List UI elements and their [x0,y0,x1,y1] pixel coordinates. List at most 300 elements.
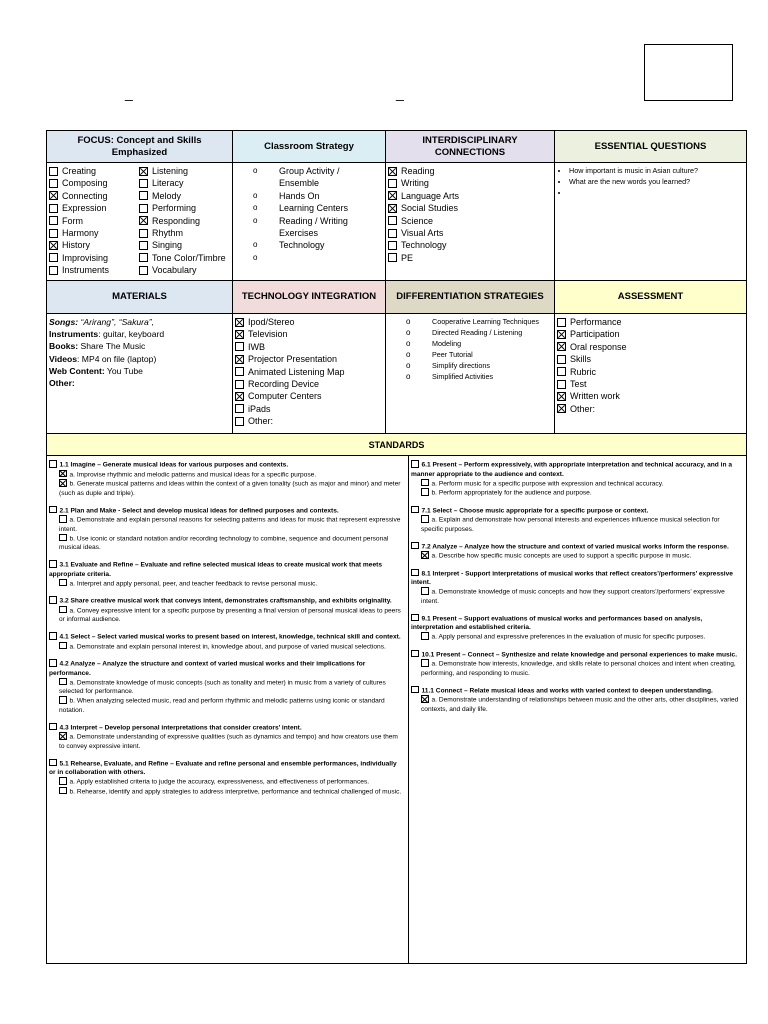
standard-title-text: 5.1 Rehearse, Evaluate, and Refine – Evaluate and refine personal and ensemble performances, individually or in collaboration with others. [49,760,397,776]
checkbox-unchecked[interactable] [139,241,148,250]
standard-sub-item [411,515,742,534]
assessment-item [557,366,746,378]
assessment-item [557,353,746,365]
materials-videos: Videos: MP4 on file (laptop) [49,353,157,364]
standard-block [411,542,742,561]
interdisciplinary-label: Language Arts [401,190,460,201]
assessment-label: Skills [570,354,592,365]
differentiation-cell [386,314,555,434]
standard-title [411,506,742,516]
focus-header: FOCUS: Concept and Skills Emphasized [46,130,233,163]
standard-title [49,560,404,579]
checkbox-checked[interactable] [235,318,244,327]
focus-left-item [49,215,137,227]
focus-cell [46,163,233,281]
standard-sub-item [411,551,742,561]
sub-checkbox-checked[interactable] [59,470,67,478]
standards-left-column [47,456,409,963]
materials-other: Other: [49,378,75,389]
assessment-item [557,403,746,415]
checkbox-unchecked[interactable] [557,355,566,364]
sub-checkbox-unchecked[interactable] [59,777,67,785]
checkbox-unchecked[interactable] [139,191,148,200]
strategies-item: o Group Activity / [253,165,385,177]
standard-title [411,686,742,696]
standard-sub-text: a. Perform music for a specific purpose with expression and technical accuracy. [431,480,664,487]
checkbox-unchecked[interactable] [139,253,148,262]
assessment-label: Other: [570,403,596,414]
technology-label: Recording Device [248,378,320,389]
focus-left-label: Harmony [62,227,99,238]
sub-checkbox-unchecked[interactable] [421,659,429,667]
focus-right-label: Singing [152,240,183,251]
standard-checkbox-unchecked[interactable] [411,686,419,694]
checkbox-unchecked[interactable] [49,204,58,213]
blank-line-2: _ [396,85,404,101]
standard-sub-item [411,587,742,606]
essential-item: • How important is music in Asian culture? [569,165,746,176]
strategies-item: o Hands On [253,190,385,202]
interdisciplinary-item [388,252,554,264]
focus-right-label: Vocabulary [152,265,197,276]
focus-left-item [49,227,137,239]
sub-checkbox-unchecked[interactable] [421,515,429,523]
focus-left-label: Form [62,215,83,226]
assessment-label: Rubric [570,366,597,377]
interdisciplinary-cell [386,163,555,281]
essential-item: • What are the new words you learned? [569,176,746,187]
blank-line-1: _ [125,85,133,101]
technology-label: IWB [248,341,265,352]
standard-title [411,650,742,660]
checkbox-unchecked[interactable] [49,179,58,188]
technology-list [233,316,385,428]
technology-item [235,353,385,365]
standard-title-text: 11.1 Connect – Relate musical ideas and works with varied context to deepen understanding. [421,687,713,694]
standard-title [411,614,742,633]
focus-right-item [139,252,227,264]
technology-item [235,378,385,390]
materials-books: Books: Share The Music [49,341,146,352]
checkbox-unchecked[interactable] [139,204,148,213]
name-box[interactable] [644,44,733,101]
sub-checkbox-unchecked[interactable] [59,534,67,542]
checkbox-unchecked[interactable] [388,241,397,250]
sub-checkbox-checked[interactable] [421,695,429,703]
technology-label: Projector Presentation [248,354,338,365]
technology-label: iPads [248,403,271,414]
focus-right-label: Literacy [152,178,184,189]
standard-title-text: 2.1 Plan and Make - Select and develop musical ideas for defined purposes and contexts. [59,507,339,514]
standard-sub-text: b. Generate musical patterns and ideas within the context of a given tonality (such as major and minor) and meter (such as duple and triple). [59,480,401,497]
interdisciplinary-item [388,239,554,251]
standard-block [49,560,404,588]
standard-sub-text: a. Demonstrate understanding of expressive qualities (such as dynamics and tempo) and how creators use them to convey expressive intent. [59,733,398,750]
strategies-item: o Reading / Writing [253,215,385,227]
standard-sub-item [411,695,742,714]
checkbox-unchecked[interactable] [49,253,58,262]
sub-checkbox-unchecked[interactable] [59,678,67,686]
standard-block [411,686,742,714]
technology-item [235,341,385,353]
technology-item [235,390,385,402]
focus-left-item [49,239,137,251]
strategy-cell [233,163,386,281]
technology-item [235,328,385,340]
standard-block [49,723,404,751]
checkbox-checked[interactable] [139,216,148,225]
materials-web-content: Web Content: You Tube [49,365,143,376]
standard-sub-text: a. Demonstrate knowledge of music concepts (such as tonality and meter) in music from a variety of cultures selected for performance. [59,679,386,695]
differentiation-item: o Modeling [406,338,554,349]
checkbox-unchecked[interactable] [557,367,566,376]
standard-title-text: 4.1 Select – Select varied musical works to present based on interest, knowledge, technical skill and context. [59,633,401,641]
checkbox-unchecked[interactable] [235,367,244,376]
standard-block [49,659,404,715]
interdisciplinary-label: Writing [401,178,429,189]
checkbox-checked[interactable] [49,241,58,250]
interdisciplinary-list [386,165,554,264]
focus-right-item [139,177,227,189]
focus-right-label: Tone Color/Timbre [152,252,226,263]
standard-checkbox-unchecked[interactable] [411,650,419,658]
interdisciplinary-label: Technology [401,240,447,251]
focus-left-item [49,177,137,189]
standard-checkbox-unchecked[interactable] [411,614,419,622]
interdisciplinary-item [388,165,554,177]
assessment-label: Participation [570,329,620,340]
standards-right-column [409,456,746,963]
standard-checkbox-unchecked[interactable] [49,506,57,514]
checkbox-unchecked[interactable] [388,253,397,262]
interdisciplinary-item [388,227,554,239]
standard-sub-text: a. Interpret and apply personal, peer, and teacher feedback to revise personal music. [69,580,318,587]
standard-sub-item [411,659,742,678]
checkbox-unchecked[interactable] [388,216,397,225]
checkbox-unchecked[interactable] [388,179,397,188]
strategies-item: o Learning Centers [253,202,385,214]
standard-sub-text: a. Demonstrate understanding of relationships between music and the other arts, other disciplines, varied contexts, and daily life. [421,696,739,713]
standard-checkbox-unchecked[interactable] [49,560,57,568]
focus-right-item [139,215,227,227]
materials-header: MATERIALS [46,281,233,314]
interdisciplinary-label: Reading [401,166,435,176]
standard-title [49,632,404,642]
standard-sub-item [49,777,404,787]
standard-title-text: 7.2 Analyze – Analyze how the structure and context of varied musical works inform the response. [421,543,729,550]
sub-checkbox-unchecked[interactable] [421,488,429,496]
differentiation-header: DIFFERENTIATION STRATEGIES [386,281,555,314]
checkbox-unchecked[interactable] [235,404,244,413]
standard-block [49,596,404,624]
standard-sub-text: a. Apply personal and expressive preferences in the evaluation of music for specific purposes. [431,633,706,641]
sub-checkbox-unchecked[interactable] [421,632,429,640]
standard-checkbox-unchecked[interactable] [411,542,419,550]
checkbox-unchecked[interactable] [49,216,58,225]
differentiation-item: o Simplified Activities [406,371,554,382]
standard-block [49,759,404,797]
lesson-plan-grid [46,130,747,964]
standard-title [411,460,742,479]
focus-left-item [49,264,137,276]
focus-right-item [139,202,227,214]
focus-left-item [49,252,137,264]
standard-sub-text: b. When analyzing selected music, read and perform rhythmic and melodic patterns using iconic or standard notation. [59,697,385,714]
focus-left-label: Improvising [62,252,109,263]
standard-checkbox-unchecked[interactable] [49,460,57,468]
checkbox-unchecked[interactable] [235,417,244,426]
standard-sub-item [49,678,404,697]
technology-item [235,415,385,427]
standard-sub-text: a. Apply established criteria to judge the accuracy, expressiveness, and effectiveness of performances. [69,778,370,786]
standard-title [411,569,742,588]
technology-cell [233,314,386,434]
focus-left-label: Instruments [62,265,110,276]
interdisciplinary-label: Social Studies [401,203,459,214]
standard-title [411,542,742,552]
focus-left-item [49,190,137,202]
materials-songs: Songs: “Arirang”, “Sakura”, [49,317,155,327]
standard-title-text: 6.1 Present – Perform expressively, with appropriate interpretation and technical accuracy, and in a manner appropriate to the audience and context. [411,461,733,478]
technology-item [235,366,385,378]
assessment-cell [555,314,747,434]
standard-sub-text: b. Rehearse, identify and apply strategies to address interpretive, performance and technical challenged of music. [69,788,402,795]
interdisciplinary-header: INTERDISCIPLINARY CONNECTIONS [386,130,555,163]
materials-cell [46,314,233,434]
technology-label: Ipod/Stereo [248,317,295,327]
checkbox-checked[interactable] [557,342,566,351]
standard-block [411,506,742,534]
standard-checkbox-unchecked[interactable] [49,759,57,767]
sub-checkbox-unchecked[interactable] [59,606,67,614]
essential-item [569,187,746,198]
standard-checkbox-unchecked[interactable] [411,506,419,514]
focus-left-label: Creating [62,166,97,176]
strategies-item: o Technology [253,239,385,251]
focus-left-label: Connecting [62,190,108,201]
assessment-label: Written work [570,391,620,402]
interdisciplinary-label: Visual Arts [401,227,444,238]
differentiation-item: o Simplify directions [406,360,554,371]
standard-sub-text: a. Demonstrate how interests, knowledge, and skills relate to personal choices and intent when creating, performing, and responding to music. [421,660,736,677]
focus-list-right [137,165,227,277]
checkbox-unchecked[interactable] [49,167,58,176]
standard-sub-item [411,488,742,498]
technology-header: TECHNOLOGY INTEGRATION [233,281,386,314]
sub-checkbox-unchecked[interactable] [421,479,429,487]
technology-label: Other: [248,416,274,427]
sub-checkbox-checked[interactable] [59,479,67,487]
sub-checkbox-unchecked[interactable] [59,579,67,587]
checkbox-checked[interactable] [49,191,58,200]
standard-title [49,596,404,606]
assessment-item [557,341,746,353]
sub-checkbox-checked[interactable] [421,551,429,559]
standard-title [49,759,404,778]
standard-title [49,506,404,516]
standard-sub-text: a. Demonstrate knowledge of music concepts and how they support creators’/performers’ expressive intent. [421,588,725,605]
assessment-label: Performance [570,317,622,327]
standard-title-text: 8.1 Interpret - Support interpretations of musical works that reflect creators’/performers’ expressive intent. [411,570,733,586]
standard-title-text: 3.1 Evaluate and Refine – Evaluate and refine selected musical ideas to create musical work that meets appropriate criteria. [49,561,382,578]
checkbox-unchecked[interactable] [139,179,148,188]
standard-sub-item [49,534,404,553]
standard-sub-item [49,470,404,480]
standard-block [411,569,742,606]
focus-right-item [139,165,227,177]
standard-title-text: 1.1 Imagine – Generate musical ideas for various purposes and contexts. [59,461,289,469]
checkbox-unchecked[interactable] [235,342,244,351]
assessment-item [557,378,746,390]
standard-title-text: 4.2 Analyze – Analyze the structure and context of varied musical works and their implications for performance. [49,660,366,677]
technology-item [235,316,385,328]
assessment-header: ASSESSMENT [555,281,747,314]
standard-checkbox-unchecked[interactable] [49,659,57,667]
standard-sub-item [49,515,404,534]
checkbox-unchecked[interactable] [139,266,148,275]
interdisciplinary-label: PE [401,252,414,263]
standard-checkbox-unchecked[interactable] [49,596,57,604]
interdisciplinary-item [388,190,554,202]
standard-title [49,723,404,733]
focus-left-label: Composing [62,178,108,189]
strategies-item: Exercises [279,228,319,239]
focus-right-item [139,227,227,239]
standard-title-text: 10.1 Present – Connect – Synthesize and relate knowledge and personal experiences to make music. [421,651,738,658]
focus-right-item [139,264,227,276]
sub-checkbox-unchecked[interactable] [59,515,67,523]
assessment-list [555,316,746,415]
assessment-label: Oral response [570,341,627,352]
checkbox-unchecked[interactable] [235,380,244,389]
checkbox-checked[interactable] [388,167,397,176]
standard-sub-item [49,579,404,589]
essential-questions-cell [555,163,747,281]
checkbox-checked[interactable] [557,404,566,413]
standard-sub-item [411,479,742,489]
standard-sub-text: b. Perform appropriately for the audience and purpose. [431,489,592,497]
assessment-label: Test [570,378,587,389]
standard-sub-item [411,632,742,642]
checkbox-checked[interactable] [139,167,148,176]
focus-right-label: Melody [152,190,182,201]
standard-block [49,460,404,498]
focus-left-item [49,165,137,177]
differentiation-item: o Peer Tutorial [406,349,554,360]
checkbox-unchecked[interactable] [557,318,566,327]
differentiation-item: o Directed Reading / Listening [406,327,554,338]
standard-title-text: 9.1 Present – Support evaluations of musical works and performances based on analysis, interpretation and established criteria. [411,615,703,631]
standard-block [49,632,404,651]
standard-title-text: 7.1 Select – Choose music appropriate for a specific purpose or context. [421,507,649,514]
materials-instruments: Instruments: guitar, keyboard [49,329,165,340]
technology-label: Animated Listening Map [248,366,345,377]
interdisciplinary-label: Science [401,215,434,226]
interdisciplinary-item [388,177,554,189]
standard-sub-item [49,787,404,797]
checkbox-checked[interactable] [235,330,244,339]
standard-checkbox-unchecked[interactable] [411,460,419,468]
standard-sub-text: a. Convey expressive intent for a specific purpose by presenting a final version of personal musical ideas to peers or informal audience. [59,607,401,623]
standard-sub-text: a. Improvise rhythmic and melodic patterns and musical ideas for a specific purpose. [69,471,317,478]
standard-sub-text: a. Demonstrate and explain personal interest in, knowledge about, and purpose of varied musical selections. [69,643,386,650]
technology-label: Computer Centers [248,391,322,402]
essential-questions-header: ESSENTIAL QUESTIONS [555,130,747,163]
standard-sub-text: a. Demonstrate and explain personal reasons for selecting patterns and ideas for music that represent expressive intent. [59,516,401,533]
interdisciplinary-item [388,202,554,214]
standard-sub-item [49,606,404,625]
checkbox-checked[interactable] [557,330,566,339]
assessment-item [557,316,746,328]
checkbox-unchecked[interactable] [49,229,58,238]
checkbox-unchecked[interactable] [388,229,397,238]
focus-left-label: History [62,240,91,251]
standard-title [49,659,404,678]
checkbox-checked[interactable] [388,191,397,200]
standard-block [411,614,742,642]
sub-checkbox-unchecked[interactable] [59,642,67,650]
standard-sub-item [49,642,404,652]
standard-checkbox-unchecked[interactable] [49,632,57,640]
focus-right-item [139,239,227,251]
technology-label: Television [248,329,288,340]
standard-title-text: 3.2 Share creative musical work that conveys intent, demonstrates craftsmanship, and exhibits originality. [59,597,392,605]
standard-sub-text: a. Describe how specific music concepts are used to support a specific purpose in music. [431,552,692,560]
strategy-list [233,165,385,252]
standards-header: STANDARDS [46,434,747,456]
standard-sub-item [49,479,404,498]
focus-right-label: Rhythm [152,227,184,238]
checkbox-unchecked[interactable] [557,380,566,389]
interdisciplinary-item [388,215,554,227]
standard-sub-item [49,732,404,751]
checkbox-checked[interactable] [235,355,244,364]
checkbox-checked[interactable] [557,392,566,401]
standard-block [411,460,742,498]
standard-checkbox-unchecked[interactable] [49,723,57,731]
standard-title [49,460,404,470]
sub-checkbox-unchecked[interactable] [59,696,67,704]
sub-checkbox-unchecked[interactable] [59,787,67,795]
sub-checkbox-unchecked[interactable] [421,587,429,595]
standard-title-text: 4.3 Interpret – Develop personal interpretations that consider creators’ intent. [59,724,302,731]
essential-questions-list [555,165,746,198]
assessment-item [557,328,746,340]
checkbox-checked[interactable] [235,392,244,401]
checkbox-unchecked[interactable] [139,229,148,238]
standard-block [411,650,742,678]
assessment-item [557,390,746,402]
checkbox-checked[interactable] [388,204,397,213]
checkbox-unchecked[interactable] [49,266,58,275]
sub-checkbox-checked[interactable] [59,732,67,740]
strategy-header: Classroom Strategy [233,130,386,163]
strategies-item: Ensemble [279,178,320,189]
focus-right-label: Listening [152,166,189,176]
standard-block [49,506,404,553]
focus-right-label: Responding [152,215,201,226]
focus-right-item [139,190,227,202]
focus-left-item [49,202,137,214]
differentiation-item: o Cooperative Learning Techniques [406,316,554,327]
standards-body [46,456,747,964]
standard-sub-text: a. Explain and demonstrate how personal interests and experiences influence musical selection for specific purposes. [421,516,720,533]
standard-sub-text: b. Use iconic or standard notation and/or recording technology to combine, sequence and document personal musical ideas. [59,535,389,551]
focus-left-label: Expression [62,203,107,214]
standard-checkbox-unchecked[interactable] [411,569,419,577]
standard-sub-item [49,696,404,715]
focus-list-left [47,165,137,277]
